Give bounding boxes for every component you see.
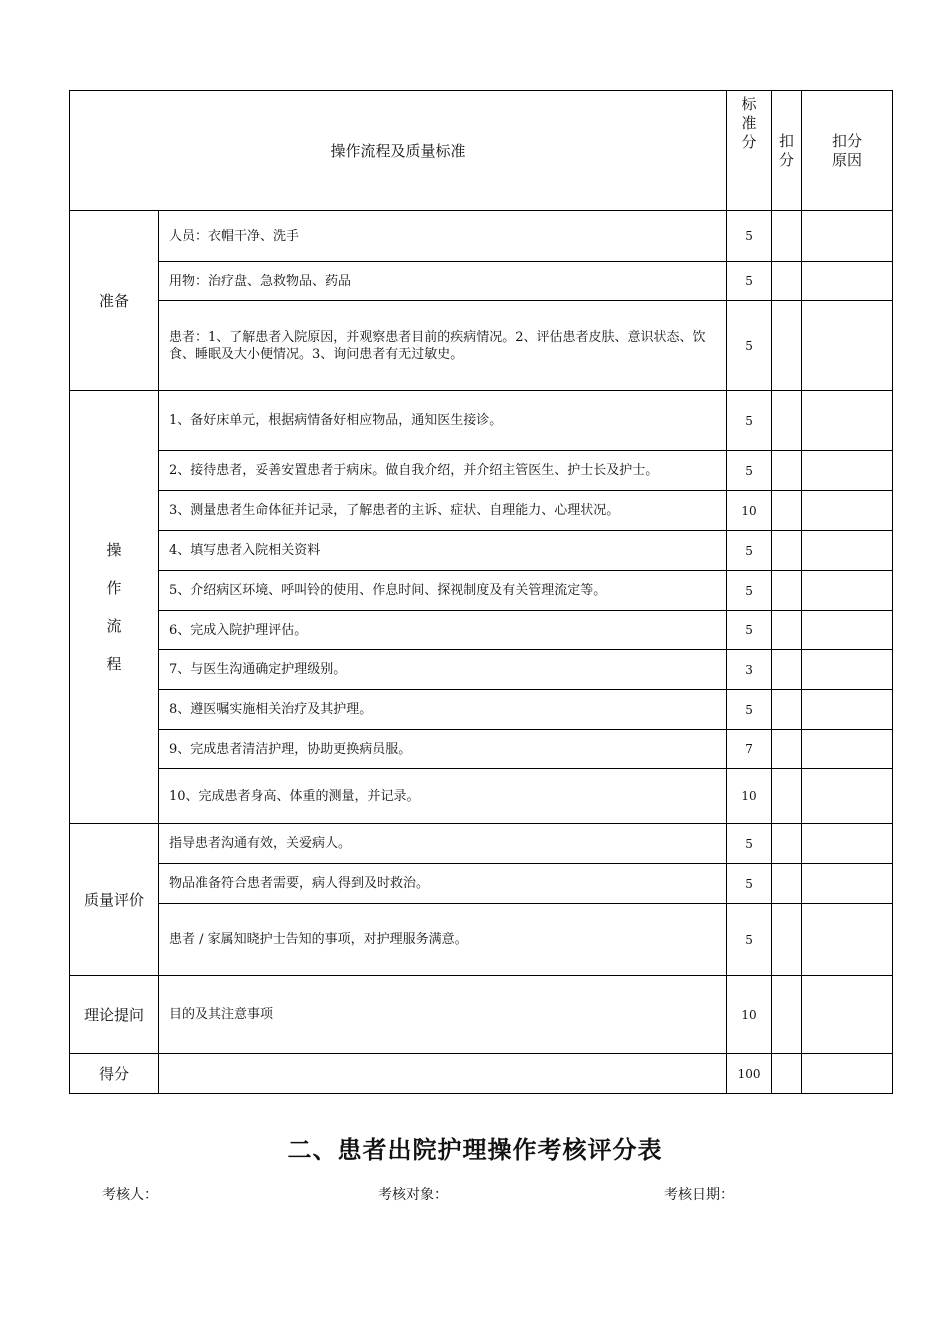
table-row <box>70 491 893 531</box>
item-text: 2、接待患者，妥善安置患者于病床。做自我介绍，并介绍主管医生、护士长及护士。 <box>159 451 727 491</box>
standard-score: 5 <box>727 611 772 650</box>
deduction-reason-cell <box>802 1054 893 1094</box>
deduction-cell <box>772 690 802 730</box>
table-row <box>70 391 893 451</box>
deduction-cell <box>772 262 802 301</box>
scoring-table <box>69 90 893 1094</box>
table-row <box>70 730 893 769</box>
standard-score-header <box>727 91 772 211</box>
deduction-reason-cell <box>802 650 893 690</box>
total-score: 100 <box>727 1054 772 1094</box>
category-process-char: 作 <box>106 579 122 597</box>
standard-score: 5 <box>727 824 772 864</box>
deduction-reason-cell <box>802 769 893 824</box>
item-text: 4、填写患者入院相关资料 <box>159 531 727 571</box>
item-text: 患者：1、了解患者入院原因，并观察患者目前的疾病情况。2、评估患者皮肤、意识状态、饮食、睡眠及大小便情况。3、询问患者有无过敏史。 <box>159 301 727 391</box>
table-row <box>70 531 893 571</box>
deduction-cell <box>772 211 802 262</box>
assessor-label: 考核人： <box>102 1187 158 1203</box>
standard-score: 5 <box>727 391 772 451</box>
deduction-reason-cell <box>802 976 893 1054</box>
standard-score: 5 <box>727 904 772 976</box>
item-text: 用物：治疗盘、急救物品、药品 <box>159 262 727 301</box>
deduction-cell <box>772 824 802 864</box>
deduction-header <box>772 91 802 211</box>
deduction-reason-cell <box>802 531 893 571</box>
section-title: 二、患者出院护理操作考核评分表 <box>287 1136 663 1164</box>
standard-score: 5 <box>727 211 772 262</box>
standard-score: 10 <box>727 769 772 824</box>
deduction-char: 扣 <box>779 131 795 150</box>
standard-score-char: 标 <box>741 95 757 113</box>
standard-score: 5 <box>727 451 772 491</box>
deduction-reason-cell <box>802 391 893 451</box>
deduction-cell <box>772 976 802 1054</box>
table-row <box>70 211 893 262</box>
item-text: 1、备好床单元，根据病情备好相应物品，通知医生接诊。 <box>159 391 727 451</box>
standard-score: 5 <box>727 262 772 301</box>
standard-score: 10 <box>727 491 772 531</box>
deduction-cell <box>772 451 802 491</box>
deduction-reason-cell <box>802 864 893 904</box>
deduction-cell <box>772 571 802 611</box>
deduction-reason-cell <box>802 451 893 491</box>
deduction-cell <box>772 864 802 904</box>
item-text: 物品准备符合患者需要，病人得到及时救治。 <box>159 864 727 904</box>
item-text: 指导患者沟通有效，关爱病人。 <box>159 824 727 864</box>
deduction-reason-line: 扣分 <box>832 131 863 150</box>
item-text: 人员：衣帽干净、洗手 <box>159 211 727 262</box>
standard-score: 5 <box>727 690 772 730</box>
category-prep: 准备 <box>70 211 159 391</box>
table-row <box>70 864 893 904</box>
table-row <box>70 690 893 730</box>
standard-score: 10 <box>727 976 772 1054</box>
standard-score: 3 <box>727 650 772 690</box>
date-label: 考核日期： <box>664 1187 734 1203</box>
deduction-reason-cell <box>802 491 893 531</box>
deduction-reason-cell <box>802 730 893 769</box>
table-header-row <box>70 91 893 211</box>
deduction-cell <box>772 650 802 690</box>
deduction-reason-header <box>802 91 893 211</box>
table-row <box>70 904 893 976</box>
standard-score: 7 <box>727 730 772 769</box>
category-quality: 质量评价 <box>70 824 159 976</box>
item-text: 8、遵医嘱实施相关治疗及其护理。 <box>159 690 727 730</box>
deduction-cell <box>772 1054 802 1094</box>
table-row <box>70 301 893 391</box>
category-process <box>70 391 159 824</box>
category-total: 得分 <box>70 1054 159 1094</box>
deduction-reason-cell <box>802 611 893 650</box>
deduction-reason-cell <box>802 571 893 611</box>
table-row <box>70 451 893 491</box>
table-row <box>70 262 893 301</box>
table-row <box>70 611 893 650</box>
deduction-reason-cell <box>802 211 893 262</box>
table-row <box>70 976 893 1054</box>
total-blank-cell <box>159 1054 727 1094</box>
deduction-cell <box>772 904 802 976</box>
category-process-char: 程 <box>106 655 122 673</box>
deduction-cell <box>772 730 802 769</box>
item-text: 6、完成入院护理评估。 <box>159 611 727 650</box>
category-process-char: 流 <box>106 617 122 635</box>
deduction-cell <box>772 611 802 650</box>
deduction-cell <box>772 491 802 531</box>
category-theory: 理论提问 <box>70 976 159 1054</box>
standard-score: 5 <box>727 864 772 904</box>
item-text: 10、完成患者身高、体重的测量，并记录。 <box>159 769 727 824</box>
deduction-reason-cell <box>802 904 893 976</box>
deduction-reason-cell <box>802 690 893 730</box>
process-header: 操作流程及质量标准 <box>70 91 727 211</box>
standard-score-char: 分 <box>741 133 757 151</box>
standard-score-char: 准 <box>741 114 757 132</box>
deduction-cell <box>772 391 802 451</box>
table-row <box>70 650 893 690</box>
item-text: 患者 / 家属知晓护士告知的事项，对护理服务满意。 <box>159 904 727 976</box>
table-row <box>70 571 893 611</box>
standard-score: 5 <box>727 301 772 391</box>
table-row <box>70 769 893 824</box>
subject-label: 考核对象： <box>378 1187 448 1203</box>
item-text: 7、与医生沟通确定护理级别。 <box>159 650 727 690</box>
deduction-char: 分 <box>779 150 795 169</box>
item-text: 9、完成患者清洁护理，协助更换病员服。 <box>159 730 727 769</box>
deduction-reason-cell <box>802 824 893 864</box>
item-text: 5、介绍病区环境、呼叫铃的使用、作息时间、探视制度及有关管理流定等。 <box>159 571 727 611</box>
deduction-cell <box>772 301 802 391</box>
deduction-reason-line: 原因 <box>832 150 863 169</box>
item-text: 3、测量患者生命体征并记录，了解患者的主诉、症状、自理能力、心理状况。 <box>159 491 727 531</box>
standard-score: 5 <box>727 531 772 571</box>
standard-score: 5 <box>727 571 772 611</box>
deduction-cell <box>772 531 802 571</box>
item-text: 目的及其注意事项 <box>159 976 727 1054</box>
category-process-char: 操 <box>106 541 122 559</box>
table-row <box>70 1054 893 1094</box>
deduction-reason-cell <box>802 262 893 301</box>
deduction-reason-cell <box>802 301 893 391</box>
table-row <box>70 824 893 864</box>
deduction-cell <box>772 769 802 824</box>
